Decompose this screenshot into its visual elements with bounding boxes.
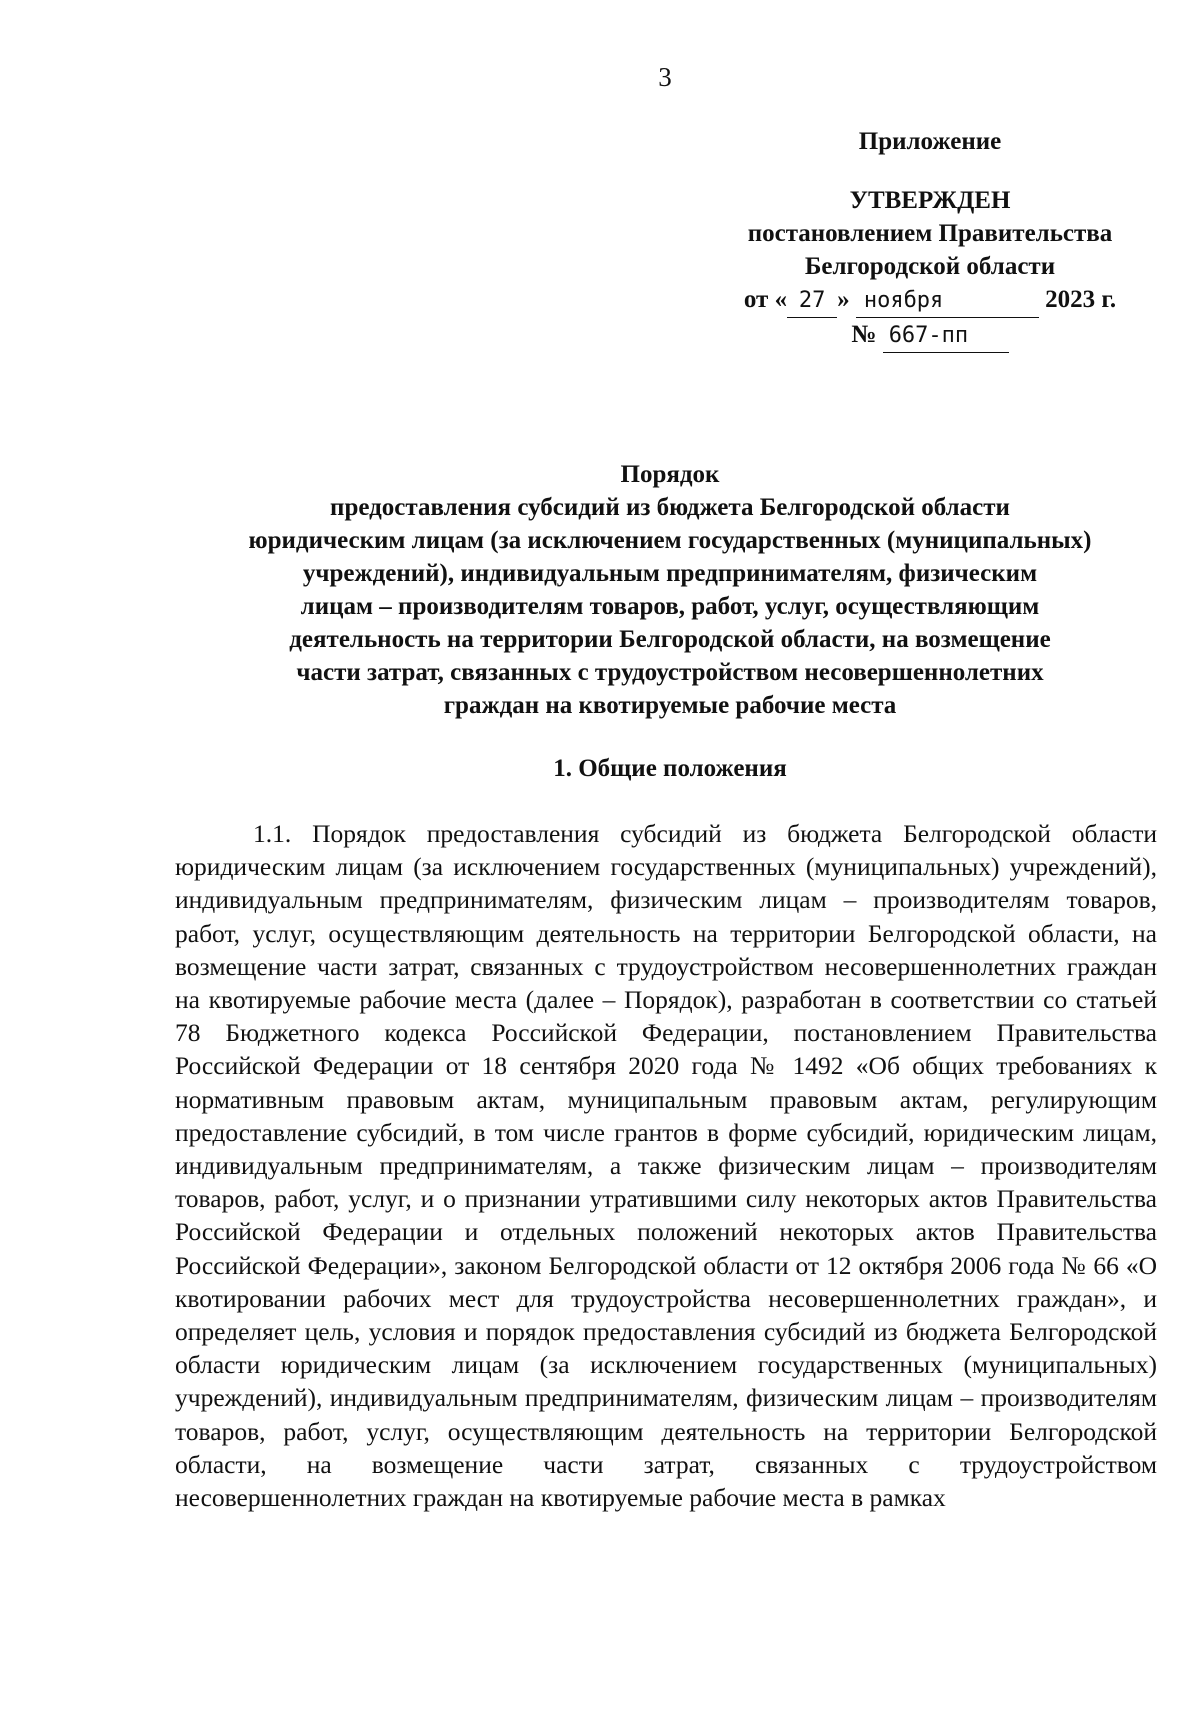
section-heading: 1. Общие положения: [553, 755, 787, 782]
appendix-block: [700, 125, 1160, 353]
title-line: предоставления субсидий из бюджета Белгородской области: [330, 494, 1010, 521]
date-prefix: от «: [743, 286, 788, 313]
document-title: [170, 458, 1170, 722]
title-line: учреждений), индивидуальным предпринимателям, физическим: [302, 560, 1038, 587]
page-number: 3: [658, 62, 672, 92]
date-day: 27: [787, 284, 837, 318]
section-paragraph: 1.1. Порядок предоставления субсидий из бюджета Белгородской области юридическим лицам (за исключением государственных (муниципальных) учреждений), индивидуальным предпринимателям, физическим лицам – производителям товаров, работ, услуг, осуществляющим деятельность на территории Белгородской области, на возмещение части затрат, связанных с трудоустройством несовершеннолетних граждан на квотируемые рабочие места (далее – Порядок), разработан в соответствии со статьей 78 Бюджетного кодекса Российской Федерации, постановлением Правительства Российской Федерации от 18 сентября 2020 года № 1492 «Об общих требованиях к нормативным правовым актам, муниципальным правовым актам, регулирующим предоставление субсидий, в том числе грантов в форме субсидий, юридическим лицам, индивидуальным предпринимателям, а также физическим лицам – производителям товаров, работ, услуг, и о признании утратившими силу некоторых актов Правительства Российской Федерации и отдельных положений некоторых актов Правительства Российской Федерации», законом Белгородской области от 12 октября 2006 года № 66 «О квотировании рабочих мест для трудоустройства несовершеннолетних граждан», и определяет цель, условия и порядок предоставления субсидий из бюджета Белгородской области юридическим лицам (за исключением государственных (муниципальных) учреждений), индивидуальным предпринимателям, физическим лицам – производителям товаров, работ, услуг, осуществляющим деятельность на территории Белгородской области, на возмещение части затрат, связанных с трудоустройством несовершеннолетних граждан на квотируемые рабочие места в рамках: [175, 819, 1157, 1513]
title-line: лицам – производителям товаров, работ, услуг, осуществляющим: [300, 593, 1040, 620]
approval-date-line: [700, 283, 1160, 318]
date-month: ноября: [856, 284, 1039, 318]
date-year: 2023 г.: [1045, 286, 1117, 313]
appendix-label: Приложение: [858, 128, 1002, 155]
approved-by-line-2: Белгородской области: [804, 253, 1056, 280]
number-prefix: №: [851, 321, 877, 348]
date-mid: »: [837, 286, 850, 313]
title-heading: Порядок: [620, 461, 720, 488]
title-line: юридическим лицам (за исключением государственных (муниципальных): [248, 527, 1092, 554]
title-line: части затрат, связанных с трудоустройством несовершеннолетних: [296, 659, 1044, 686]
title-line: граждан на квотируемые рабочие места: [443, 692, 897, 719]
approved-label: УТВЕРЖДЕН: [849, 187, 1011, 214]
decree-number: 667-пп: [883, 319, 1009, 353]
approved-by-line-1: постановлением Правительства: [747, 220, 1113, 247]
approval-number-line: [700, 318, 1160, 353]
title-line: деятельность на территории Белгородской области, на возмещение: [289, 626, 1051, 653]
